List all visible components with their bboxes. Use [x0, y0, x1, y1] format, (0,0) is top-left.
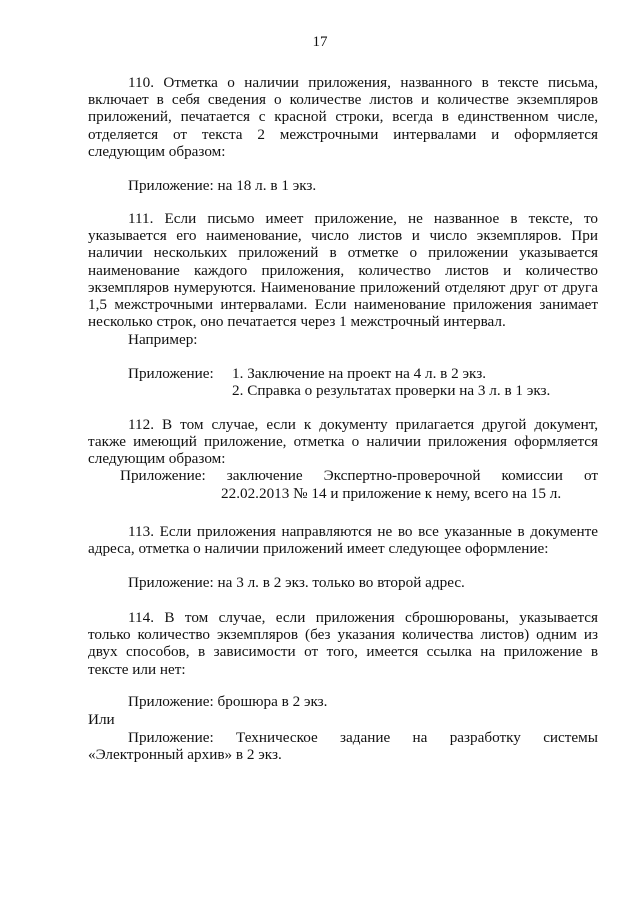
- paragraph-line: следующим образом:: [88, 450, 226, 468]
- attachment-example-continuation: «Электронный архив» в 2 экз.: [88, 746, 282, 763]
- paragraph-111: [88, 210, 598, 330]
- attachment-example-continuation: 22.02.2013 № 14 и приложение к нему, всего на 15 л.: [221, 485, 562, 502]
- paragraph-line: экземпляров нумеруются. Наименование приложений отделяют друг от друга: [88, 278, 598, 296]
- paragraph-line: указывается его наименование, число листов и число экземпляров. При: [88, 227, 598, 245]
- paragraph-112: [88, 416, 598, 468]
- paragraph-line: 1,5 межстрочными интервалами. Если наименование приложения занимает: [88, 296, 598, 314]
- paragraph-114: [88, 609, 598, 678]
- paragraph-113: [88, 523, 598, 557]
- paragraph-line: несколько строк, оно печатается через 1 межстрочный интервал.: [88, 313, 506, 331]
- paragraph-line: наименование каждого приложения, количество листов и количество: [88, 261, 598, 279]
- attachment-example: Приложение: на 18 л. в 1 экз.: [128, 177, 317, 194]
- paragraph-line: наличии нескольких приложений в отметке о приложении указывается: [88, 244, 598, 262]
- paragraph-line: тексте или нет:: [88, 660, 186, 678]
- paragraph-line: приложений, печатается с красной строки, всегда в единственном числе,: [88, 108, 598, 126]
- paragraph-line: адреса, отметка о наличии приложений имеет следующее оформление:: [88, 540, 549, 558]
- or-label: Или: [88, 711, 115, 728]
- paragraph-line: также имеющий приложение, отметка о наличии приложения оформляется: [88, 433, 598, 451]
- attachment-example: Приложение: заключение Экспертно-проверочной комиссии от: [120, 467, 598, 484]
- attachment-example: Приложение: брошюра в 2 экз.: [128, 693, 328, 710]
- page-number: 17: [312, 34, 328, 50]
- attachment-example: Приложение: на 3 л. в 2 экз. только во второй адрес.: [128, 574, 465, 591]
- attachment-item: 1. Заключение на проект на 4 л. в 2 экз.: [232, 365, 487, 382]
- paragraph-line: 114. В том случае, если приложения сброшюрованы, указывается: [128, 609, 598, 626]
- paragraph-line: 113. Если приложения направляются не во все указанные в документе: [128, 523, 598, 540]
- paragraph-line: 110. Отметка о наличии приложения, названного в тексте письма,: [128, 74, 598, 91]
- paragraph-line: включает в себя сведения о количестве листов и количестве экземпляров: [88, 91, 598, 109]
- paragraph-line: двух способов, в зависимости от того, имеется ссылка на приложение в: [88, 643, 598, 661]
- paragraph-110: [88, 74, 598, 160]
- attachment-example: Приложение: Техническое задание на разработку системы: [128, 729, 598, 746]
- attachment-item: 2. Справка о результатах проверки на 3 л. в 1 экз.: [232, 382, 551, 399]
- attachment-label: Приложение:: [128, 365, 214, 382]
- for-example-label: Например:: [128, 331, 198, 348]
- paragraph-line: 111. Если письмо имеет приложение, не названное в тексте, то: [128, 210, 598, 227]
- paragraph-line: следующим образом:: [88, 142, 226, 160]
- paragraph-line: 112. В том случае, если к документу прилагается другой документ,: [128, 416, 598, 433]
- paragraph-line: отделяется от текста 2 межстрочными интервалами и оформляется: [88, 125, 598, 143]
- paragraph-line: только количество экземпляров (без указания количества листов) одним из: [88, 626, 598, 644]
